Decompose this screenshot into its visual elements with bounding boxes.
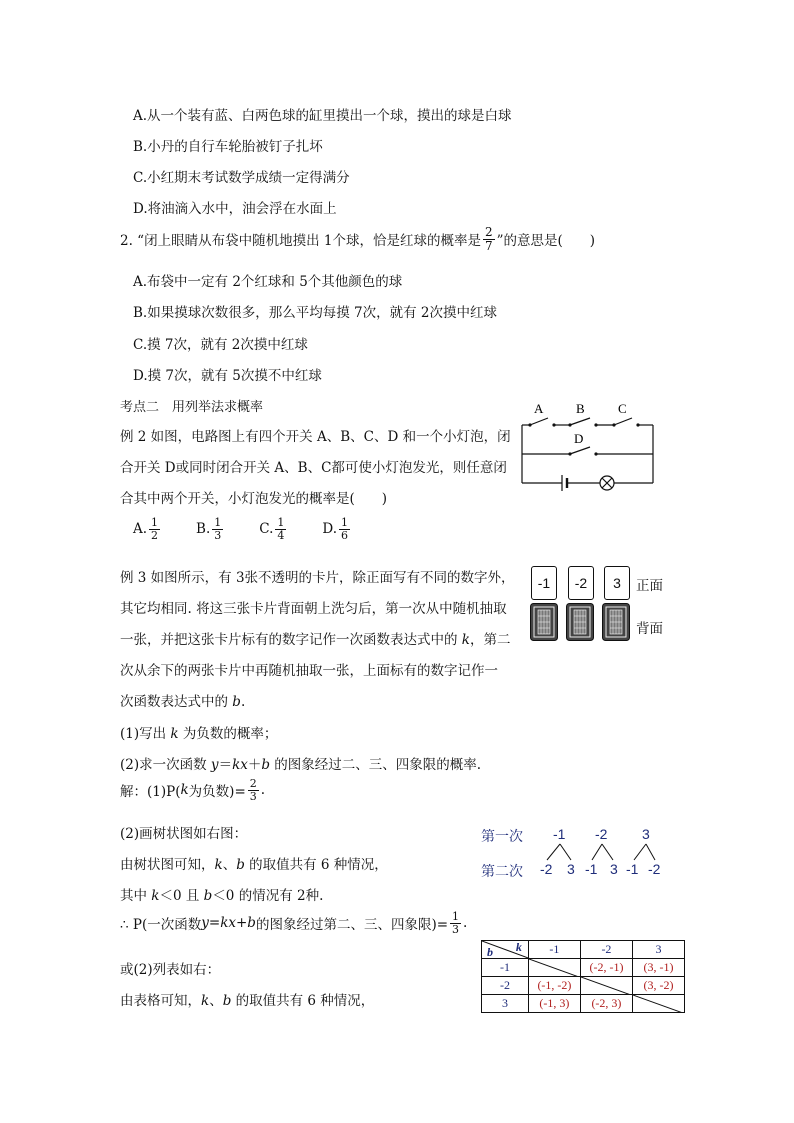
ex3-line5-text: 次函数表达式中的 [120,694,233,710]
card-back-2 [566,603,594,641]
table-cell: (-1, 3) [528,995,580,1013]
ex3-line5 [120,690,245,710]
ex2-choice-d [322,517,352,541]
ex2-line2: 合开关 D或同时闭合开关 A、B、C都可使小灯泡发光，则任意闭 [120,460,507,476]
table-col-header: -2 [580,941,632,959]
card-front-3: 3 [604,566,630,600]
table-cell: (-2, 3) [580,995,632,1013]
ex3-line5-tail: . [240,694,246,710]
ex2-choice-d-num: 1 [341,516,349,529]
solution-2-line2: 由树状图可知，k、b 的取值共有 6 种情况， [120,857,388,873]
switch-a-label: A [534,401,544,416]
tree-second-3b: -2 [648,861,661,877]
alt-line2: 由表格可知，k、b 的取值共有 6 种情况， [120,993,375,1009]
q2-option-d: D.摸 7次，就有 5次摸不中红球 [133,368,322,384]
solution-2-line3: 其中 k＜0 且 b＜0 的情况有 2种. [120,888,324,904]
q1-option-a: A.从一个装有蓝、白两色球的缸里摸出一个球，摸出的球是白球 [133,108,512,124]
table-cell: (3, -1) [632,959,684,977]
card-back-3 [602,603,630,641]
ex2-choices [133,517,386,541]
tree-second-3a: -1 [626,861,639,877]
tree-branches [540,842,665,862]
q2-stem-after: ”的意思是( ) [496,233,596,250]
table-header-row [482,941,685,959]
ex2-choice-a-den: 2 [151,528,159,542]
ex3-line5-var: b [232,694,241,710]
front-label: 正面 [636,578,663,594]
ex3-question-2: (2)求一次函数 y＝kx＋b 的图象经过二、三、四象限的概率. [120,757,482,773]
q2-fraction-num: 2 [484,225,493,239]
ex2-line3: 合其中两个开关，小灯泡发光的概率是( ) [120,491,388,507]
ex3-line3 [120,628,510,648]
table-row [482,977,685,995]
switch-b-label: B [576,401,585,416]
table-corner-b: b [487,945,493,959]
ex2-choice-d-label: D. [322,521,338,538]
table-col-header: 3 [632,941,684,959]
ex2-choice-c [259,517,288,541]
tree-row1-label: 第一次 [481,828,523,844]
tree-second-2a: -1 [585,861,598,877]
card-front-1: -1 [531,566,557,600]
ex2-choice-c-label: C. [259,521,274,538]
ex3-line2: 其它均相同. 将这三张卡片背面朝上洗匀后，第一次从中随机抽取 [120,601,507,617]
ex2-choice-c-num: 1 [277,516,285,529]
q1-option-c: C.小红期末考试数学成绩一定得满分 [133,170,350,186]
tree-second-1b: 3 [567,861,575,877]
ex2-choice-b-num: 1 [214,516,222,529]
switch-d-label: D [574,431,584,446]
card-back-1 [530,603,558,641]
switch-c-label: C [618,401,627,416]
solution-1: 解：(1)P( k 为负数)= $\frac{2}{3}$ . [120,777,266,803]
table-cell-empty [528,959,580,977]
tree-first-1: -1 [553,826,566,842]
ex3-line3-tail: ，第二 [469,632,511,648]
card-front-2: -2 [568,566,594,600]
q2-option-c: C.摸 7次，就有 2次摸中红球 [133,337,308,353]
ex2-choice-a-num: 1 [151,516,159,529]
ex2-choice-a [133,517,162,541]
table-cell-empty [580,977,632,995]
ex3-line1: 例 3 如图所示，有 3张不透明的卡片，除正面写有不同的数字外， [120,570,515,586]
q1-option-b: B.小丹的自行车轮胎被钉子扎坏 [133,139,323,155]
q2-stem [120,226,595,252]
table-row [482,995,685,1013]
conclusion: ∴ P(一次函数 y = kx + b 的图象经过第二、三、四象限)= $\frac{1}{3}$ . [120,910,468,936]
table-corner-k: k [515,940,522,954]
outcome-table [481,940,685,1013]
ex3-question-1: (1)写出 k 为负数的概率； [120,726,278,742]
tree-first-2: -2 [595,826,608,842]
table-cell: (3, -2) [632,977,684,995]
solution-2-heading: (2)画树状图如右图： [120,826,248,842]
table-row-header: -1 [482,959,529,977]
back-label: 背面 [636,621,663,637]
ex2-choice-c-den: 4 [277,528,285,542]
ex2-choice-b [196,517,225,541]
table-row-header: -2 [482,977,529,995]
tree-second-2b: 3 [610,861,618,877]
tree-first-3: 3 [642,826,650,842]
table-cell: (-2, -1) [580,959,632,977]
circuit-diagram [510,398,670,496]
q2-option-a: A.布袋中一定有 2个红球和 5个其他颜色的球 [133,274,403,290]
table-cell: (-1, -2) [528,977,580,995]
q2-option-b: B.如果摸球次数很多，那么平均每摸 7次，就有 2次摸中红球 [133,305,497,321]
ex3-line4: 次从余下的两张卡片中再随机抽取一张，上面标有的数字记作一 [120,663,498,679]
table-cell-empty [632,995,684,1013]
table-col-header: -1 [528,941,580,959]
q1-option-d: D.将油滴入水中，油会浮在水面上 [133,201,337,217]
ex2-choice-b-label: B. [196,521,211,538]
ex2-line1: 例 2 如图，电路图上有四个开关 A、B、C、D 和一个小灯泡，闭 [120,429,511,445]
section2-title: 考点二 用列举法求概率 [120,400,264,415]
alt-heading: 或(2)列表如右： [120,962,221,978]
table-row-header: 3 [482,995,529,1013]
table-corner [482,941,529,959]
tree-row2-label: 第二次 [481,863,523,879]
ex2-choice-d-den: 6 [341,528,349,542]
table-row [482,959,685,977]
q2-stem-before: 2. “闭上眼睛从布袋中随机地摸出 1个球，恰是红球的概率是 [120,233,481,250]
ex2-choice-a-label: A. [133,521,148,538]
ex3-line3-var: k [461,632,470,648]
ex2-choice-b-den: 3 [214,528,222,542]
tree-second-1a: -2 [540,861,553,877]
q2-fraction-den: 7 [484,238,493,253]
q2-fraction [483,226,495,252]
ex3-line3-text: 一张，并把这张卡片标有的数字记作一次函数表达式中的 [120,632,462,648]
